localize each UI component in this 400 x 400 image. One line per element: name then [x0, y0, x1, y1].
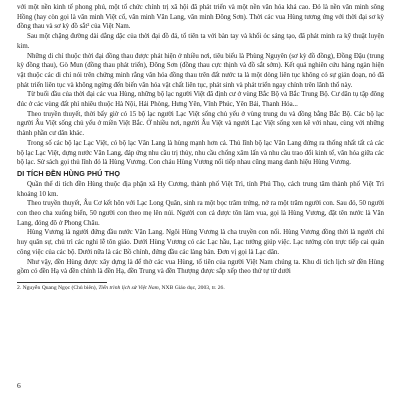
footnote [17, 284, 384, 292]
body-text-top [17, 3, 384, 168]
paragraph: Sau một chặng đường dài dằng dặc của thời đại đồ đá, tổ tiên ta với bàn tay và khối óc sáng tạo, đã phát minh ra kỹ thuật luyện kim. [17, 33, 384, 50]
paragraph: với một nền kinh tế phong phú, một tổ chức chính trị xã hội đã phát triển và một nền văn hóa khá cao. Đó là nền văn minh sông Hồng (hay còn gọi là văn minh Việt cổ, văn minh Văn Lang, văn minh Đông Sơn). Thời các vua Hùng tương ứng với thời đại sơ kỳ đồng thau và sơ kỳ đồ sắt² của Việt Nam. [17, 4, 384, 31]
paragraph: Theo truyền thuyết, thời bấy giờ có 15 bộ lạc người Lạc Việt sống chủ yếu ở vùng trung du và đồng bằng Bắc Bộ. Các bộ lạc người Âu Việt sống chủ yếu ở miền Việt Bắc. Ở nhiều nơi, người Âu Việt và người Lạc Việt sống xen kẽ với nhau, cùng với những thành phần cư dân khác. [17, 110, 384, 138]
paragraph: Hùng Vương là người đứng đầu nước Văn Lang. Ngôi Hùng Vương là cha truyền con nối. Hùng Vương đồng thời là người chỉ huy quân sự, chủ trì các nghi lễ tôn giáo. Dưới Hùng Vương có các Lạc hầu, Lạc tướng giúp việc. Lạc tướng còn trực tiếp cai quản công việc của các bộ. Dưới nữa là các Bồ chính, đứng đầu các làng bản. Đơn vị gọi là Lạc dân. [17, 229, 384, 256]
paragraph: Theo truyền thuyết, Âu Cơ kết hôn với Lạc Long Quân, sinh ra một bọc trăm trứng, nở ra một trăm người con. Sau đó, 50 người con theo cha xuống biển, 50 người con theo mẹ lên núi. Người con cả được tôn làm vua, gọi là Hùng Vương, đặt tên nước là Văn Lang, đóng đô ở Phong Châu. [17, 200, 384, 227]
paragraph: Trong số các bộ lạc Lạc Việt, có bộ lạc Văn Lang là hùng mạnh hơn cả. Thủ lĩnh bộ lạc Văn Lang đứng ra thống nhất tất cả các bộ lạc Lạc Việt, dựng nước Văn Lang, đáp ứng nhu cầu trị thủy, nhu cầu chống xâm lấn và nhu cầu trao đổi kinh tế, văn hóa giữa các bộ lạc. Sử sách gọi thủ lĩnh đó là Hùng Vương. Con cháu Hùng Vương nối tiếp nhau cũng mang danh hiệu Hùng Vương. [17, 139, 384, 167]
paragraph: Những di chỉ thuộc thời đại đồng thau được phát hiện ở nhiều nơi, tiêu biểu là Phùng Nguyên (sơ kỳ đồ đồng), Đồng Đậu (trung kỳ đồng thau), Gò Mun (đồng thau phát triển), Đông Sơn (đồng thau cực thịnh và đồ sắt sớm). Kết quả nghiên cứu hàng ngàn hiện vật thuộc các di chỉ nói trên chứng minh rằng văn hóa đồng thau trên đất nước ta là một dòng liên tục không có sự gián đoạn, nó đã phát triển liên tục và không ngừng đến biến văn hóa vật chất liên tục, phát sinh và phát triển ngay chính trên lãnh thổ này. [17, 52, 384, 89]
body-text-bottom [17, 180, 384, 277]
footnote-prefix: 2. Nguyễn Quang Ngọc (Chủ biên), [17, 284, 99, 291]
paragraph: Như vậy, đền Hùng được xây dựng là để thờ các vua Hùng, tổ tiên của người Việt Nam chúng ta. Khu di tích lịch sử đền Hùng gồm có đền Hạ và đền chính là đền Hạ, đền Trung và đền Thượng được sắp xếp theo thứ tự từ dưới [17, 258, 384, 276]
page-number: 6 [17, 381, 21, 390]
footnote-source-title: Tiến trình lịch sử Việt Nam [98, 284, 159, 291]
section-heading: DI TÍCH ĐỀN HÙNG PHÚ THỌ [17, 168, 121, 178]
footnote-divider [17, 282, 107, 283]
paragraph: Từ buổi đầu của thời đại các vua Hùng, những bộ lạc người Việt đã định cư ở vùng Bắc Bộ và Bắc Trung Bộ. Cư dân tụ tập đông đúc ở các vùng đất phì nhiêu thuộc Hà Nội, Hải Phòng, Hưng Yên, Vĩnh Phúc, Yên Bái, Thanh Hóa... [17, 91, 384, 109]
footnote-suffix: , NXB Giáo dục, 2003, tr. 26. [158, 284, 225, 291]
paragraph: Quần thể di tích đền Hùng thuộc địa phận xã Hy Cương, thành phố Việt Trì, tỉnh Phú Thọ, cách trung tâm thành phố Việt Trì khoảng 10 km. [17, 180, 384, 198]
